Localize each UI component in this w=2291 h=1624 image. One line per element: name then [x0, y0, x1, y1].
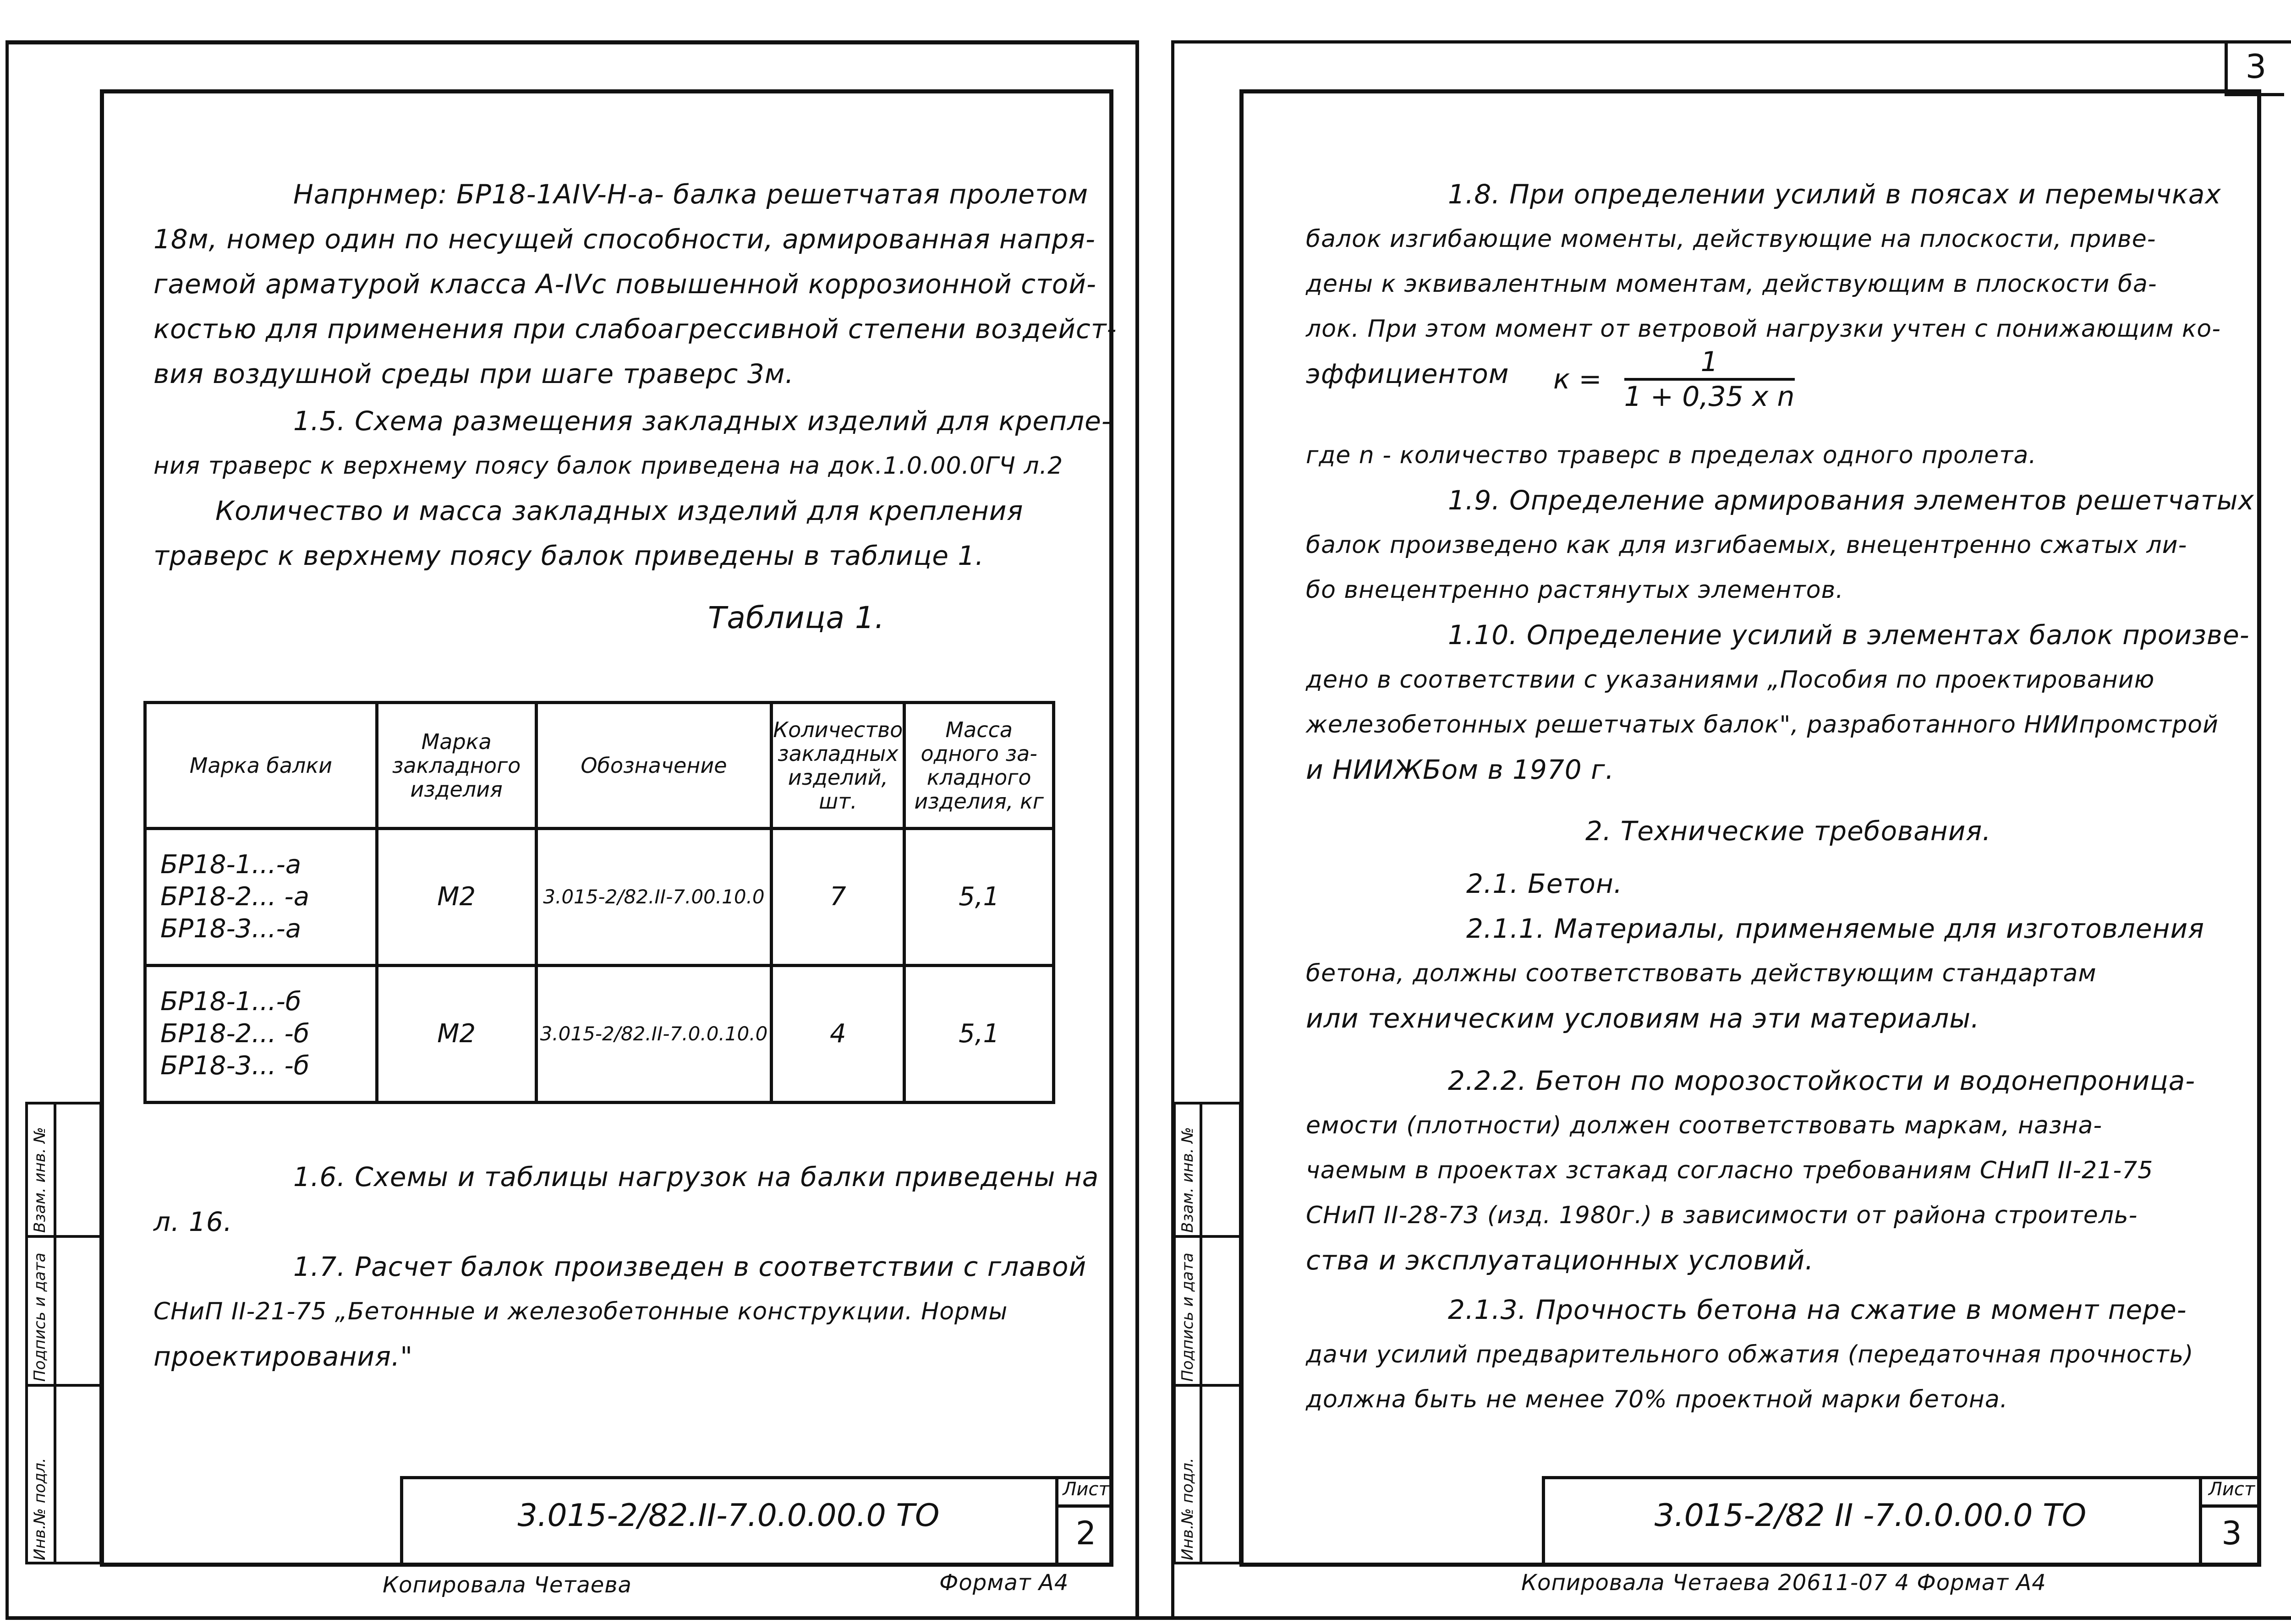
right-para-15: 2.1. Бетон.: [1466, 868, 1623, 899]
right-stamp-code: 3.015-2/82 II -7.0.0.00.0 ТО: [1654, 1498, 2087, 1534]
side-cell-1: [28, 1235, 99, 1238]
th-mass: Масса одного за- кладного изделия, кг: [904, 703, 1054, 829]
left-para-6: 1.5. Схема размещения закладных изделий для крепле-: [293, 405, 1112, 437]
table-row: [145, 829, 1054, 966]
left-para-9: траверс к верхнему поясу балок приведены в таблице 1.: [153, 540, 984, 571]
side-cell-2: [1176, 1384, 1239, 1387]
right-stamp-sheet-number: 3: [2221, 1515, 2242, 1552]
right-para-21: чаемым в проектах зстакад согласно требованиям СНиП II-21-75: [1306, 1157, 2154, 1184]
left-stamp-sheet-number: 2: [1075, 1515, 1096, 1552]
right-stamp-sheet-label: Лист: [2202, 1476, 2261, 1508]
right-para-22: СНиП II-28-73 (изд. 1980г.) в зависимости от района строитель-: [1306, 1202, 2138, 1229]
coefficient-formula: [1553, 346, 1795, 413]
side-label-vzam: Взам. инв. №: [31, 1127, 49, 1233]
beam-mark: БР18-3...-а: [160, 914, 301, 944]
side-label-inv: Инв.№ подл.: [1178, 1458, 1197, 1560]
left-para-10: 1.6. Схемы и таблицы нагрузок на балки приведены на: [293, 1161, 1099, 1192]
left-para-12: 1.7. Расчет балок произведен в соответствии с главой: [293, 1251, 1087, 1282]
table-cell-mass: 5,1: [904, 966, 1054, 1103]
table-header-row: [145, 703, 1054, 829]
side-divider: [1200, 1105, 1202, 1562]
beam-mark: БР18-2... -а: [160, 882, 310, 912]
left-para-13: СНиП II-21-75 „Бетонные и железобетонные конструкции. Нормы: [153, 1298, 1008, 1325]
left-title-block: [400, 1476, 1113, 1567]
left-para-1: Напрнмер: БР18-1АIV-Н-а- балка решетчатая пролетом: [293, 179, 1089, 210]
side-label-podpis: Подпись и дата: [31, 1252, 49, 1382]
left-para-2: 18м, номер один по несущей способности, армированная напря-: [153, 224, 1096, 255]
th-quantity: Количество закладных изделий, шт.: [772, 703, 904, 829]
top-page-number: 3: [2245, 47, 2267, 86]
formula-denominator: 1 + 0,35 х n: [1624, 381, 1795, 413]
side-divider: [54, 1105, 56, 1562]
side-label-vzam: Взам. инв. №: [1178, 1127, 1197, 1233]
side-cell-2: [28, 1384, 99, 1387]
right-para-17: бетона, должны соответствовать действующим стандартам: [1306, 960, 2097, 987]
left-para-11: л. 16.: [153, 1206, 233, 1237]
right-para-25: дачи усилий предварительного обжатия (передаточная прочность): [1306, 1341, 2194, 1368]
table-cell-mass: 5,1: [904, 829, 1054, 966]
right-para-10: 1.10. Определение усилий в элементах балок произве-: [1448, 619, 2250, 651]
right-para-11: дено в соответствии с указаниями „Пособия по проектированию: [1306, 666, 2155, 694]
right-para-8: балок произведено как для изгибаемых, внецентренно сжатых ли-: [1306, 531, 2187, 559]
table-cell-designation: 3.015-2/82.II-7.0.0.10.0: [536, 966, 772, 1103]
right-stamp-sheet-box: [2199, 1476, 2261, 1567]
left-para-4: костью для применения при слабоагрессивной степени воздейст-: [153, 313, 1117, 344]
formula-numerator: 1: [1624, 346, 1795, 381]
table-title: Таблица 1.: [708, 600, 885, 635]
beam-mark: БР18-2... -б: [160, 1019, 310, 1049]
right-para-13: и НИИЖБом в 1970 г.: [1306, 754, 1615, 785]
left-para-5: вия воздушной среды при шаге траверс 3м.: [153, 358, 794, 389]
top-border-line: [5, 40, 1137, 44]
right-para-2: балок изгибающие моменты, действующие на плоскости, приве-: [1306, 225, 2156, 253]
right-para-9: бо внецентренно растянутых элементов.: [1306, 576, 1844, 604]
right-para-7: 1.9. Определение армирования элементов решетчатых: [1448, 485, 2254, 516]
left-para-14: проектирования.": [153, 1341, 413, 1372]
table-cell-marks: [145, 829, 377, 966]
left-side-stamp: [25, 1102, 102, 1564]
right-para-1: 1.8. При определении усилий в поясах и перемычках: [1448, 179, 2221, 210]
th-item-mark: Марка закладного изделия: [377, 703, 536, 829]
left-stamp-code: 3.015-2/82.II-7.0.0.00.0 ТО: [517, 1498, 940, 1534]
right-para-16: 2.1.1. Материалы, применяемые для изготовления: [1466, 913, 2205, 944]
right-side-stamp: [1173, 1102, 1242, 1564]
right-para-5: эффициентом: [1306, 358, 1509, 389]
table-cell-qty: 7: [772, 829, 904, 966]
right-para-4: лок. При этом момент от ветровой нагрузки учтен с понижающим ко-: [1306, 315, 2221, 343]
right-para-3: дены к эквивалентным моментам, действующим в плоскости ба-: [1306, 270, 2157, 298]
beam-mark: БР18-1...-б: [160, 987, 301, 1017]
right-para-23: ства и эксплуатационных условий.: [1306, 1245, 1814, 1276]
table-cell-designation: 3.015-2/82.II-7.00.10.0: [536, 829, 772, 966]
right-para-12: железобетонных решетчатых балок", разработанного НИИпромстрой: [1306, 711, 2219, 738]
left-stamp-sheet-box: [1055, 1476, 1113, 1567]
left-para-3: гаемой арматурой класса А-IVс повышенной коррозионной стой-: [153, 268, 1096, 300]
side-cell-1: [1176, 1235, 1239, 1238]
table-cell-item: М2: [377, 829, 536, 966]
side-label-inv: Инв.№ подл.: [31, 1458, 49, 1560]
left-border-line: [5, 40, 9, 1616]
th-designation: Обозначение: [536, 703, 772, 829]
formula-lhs: к =: [1553, 363, 1602, 395]
beam-mark: БР18-1...-а: [160, 850, 301, 880]
right-para-20: емости (плотности) должен соответствовать маркам, назна-: [1306, 1112, 2103, 1139]
table-row: [145, 966, 1054, 1103]
left-stamp-sheet-label: Лист: [1058, 1476, 1113, 1508]
right-para-26: должна быть не менее 70% проектной марки бетона.: [1306, 1386, 2008, 1413]
top-page-number-box: [2225, 41, 2284, 96]
table-cell-marks: [145, 966, 377, 1103]
right-para-24: 2.1.3. Прочность бетона на сжатие в момент пере-: [1448, 1294, 2187, 1325]
left-para-7: ния траверс к верхнему поясу балок приведена на док.1.0.00.0ГЧ л.2: [153, 452, 1063, 480]
section-heading: 2. Технические требования.: [1585, 815, 1991, 847]
right-title-block: [1542, 1476, 2261, 1567]
bottom-border-line: [5, 1616, 2291, 1620]
top-border-line-right: [1173, 40, 2291, 44]
table-cell-item: М2: [377, 966, 536, 1103]
beam-mark: БР18-3... -б: [160, 1051, 310, 1081]
left-footer-copied: Копировала Четаева: [383, 1572, 632, 1598]
right-para-6: где n - количество траверс в пределах одного пролета.: [1306, 442, 2037, 469]
th-beam-mark: Марка балки: [145, 703, 377, 829]
side-label-podpis: Подпись и дата: [1178, 1252, 1197, 1382]
table-cell-qty: 4: [772, 966, 904, 1103]
left-para-8: Количество и масса закладных изделий для крепления: [215, 495, 1024, 526]
embedded-items-table: [143, 701, 1055, 1104]
right-para-19: 2.2.2. Бетон по морозостойкости и водонепроница-: [1448, 1065, 2196, 1096]
center-divider-line: [1135, 40, 1139, 1616]
right-footer: Копировала Четаева 20611-07 4 Формат А4: [1521, 1570, 2046, 1596]
formula-fraction: [1624, 346, 1795, 413]
left-footer-format: Формат А4: [939, 1570, 1069, 1596]
right-para-18: или техническим условиям на эти материалы.: [1306, 1003, 1980, 1034]
